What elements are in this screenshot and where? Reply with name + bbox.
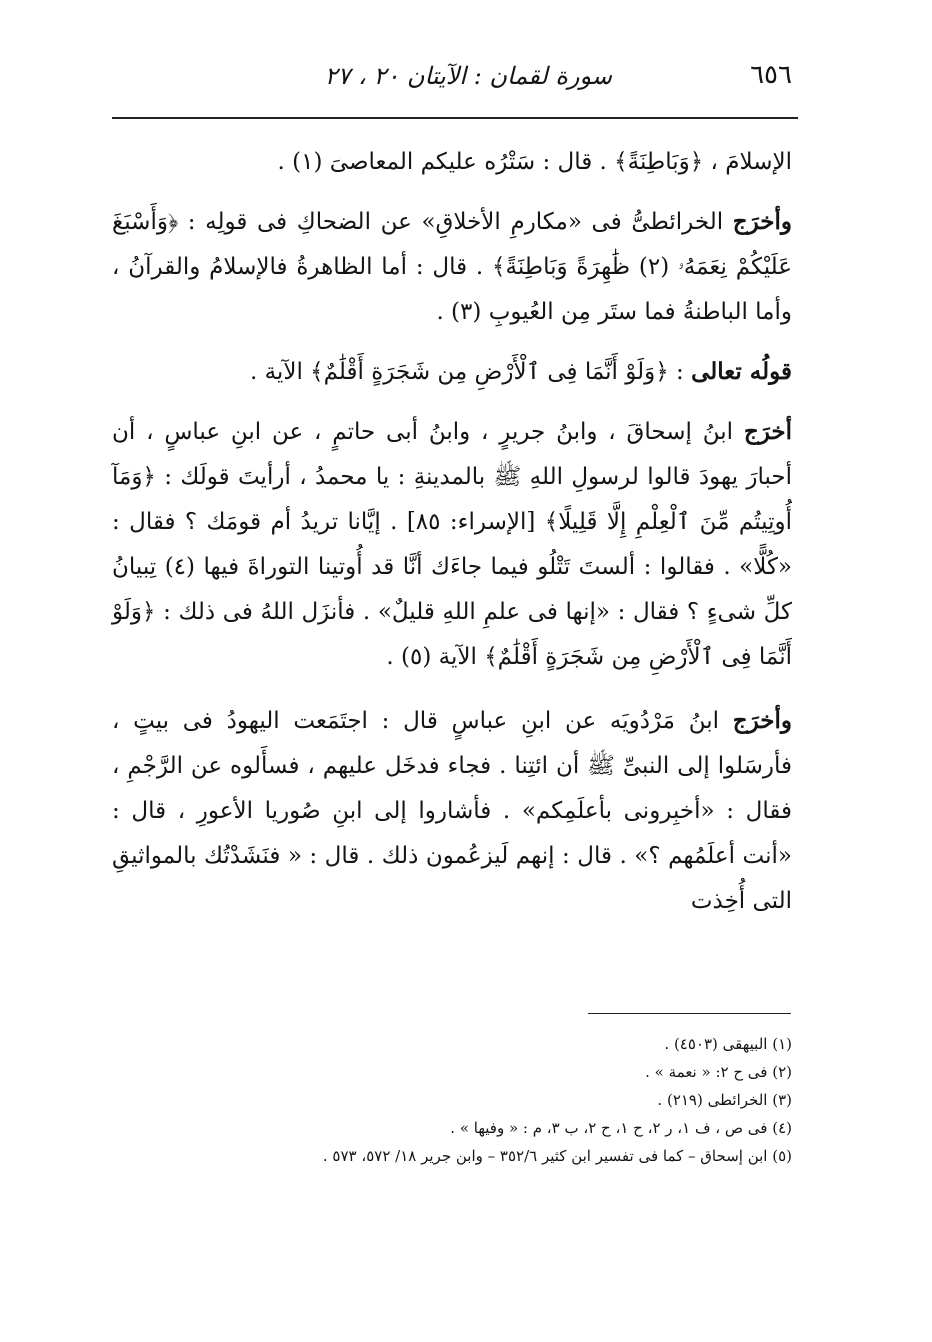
footnote-divider	[588, 1013, 791, 1014]
paragraph-spacer	[112, 680, 792, 698]
footnote-3: (٣) الخرائطى (٢١٩) .	[657, 1091, 792, 1109]
paragraph-spacer	[112, 395, 792, 409]
paragraph-5-text: ابنُ مَرْدُويَه عن ابنِ عباسٍ قال : اجتَمَعت اليهودُ فى بيتٍ ، فأرسَلوا إلى النبىِّ ﷺ أن ائتِنا . فجاء فدخَل عليهم ، فسأَلوه عن الرَّجْمِ ، فقال : «أخبِرونى بأعلَمِكم» . فأشاروا إلى ابنِ صُوريا الأعورِ ، قال : «أنت أعلَمُهم ؟» . قال : إنهم لَيزعُمون ذلك . قال : « فنَشَدْتُك بالمواثيقِ التى أُخِذت	[112, 708, 792, 914]
paragraph-5	[112, 698, 792, 924]
paragraph-3-text: : ﴿وَلَوْ أَنَّمَا فِى ٱلْأَرْضِ مِن شَجَرَةٍ أَقْلَٰمٌ﴾ الآية .	[249, 359, 692, 385]
paragraph-4-text: ابنُ إسحاقَ ، وابنُ جريرٍ ، وابنُ أبى حاتمٍ ، عن ابنِ عباسٍ ، أن أحبارَ يهودَ قالوا لرسولِ اللهِ ﷺ بالمدينةِ : يا محمدُ ، أرأيتَ قولَك : ﴿وَمَآ أُوتِيتُم مِّنَ ٱلْعِلْمِ إِلَّا قَلِيلًا﴾ [الإسراء: ٨٥] . إيَّانا تريدُ أم قومَك ؟ فقال : «كُلًّا» . فقالوا : ألستَ تَتْلُو فيما جاءَك أنَّا قد أُوتينا التوراةَ فيها (٤) تِبيانُ كلِّ شىءٍ ؟ فقال : «إنها فى علمِ اللهِ قليلٌ» . فأنزَل اللهُ فى ذلك : ﴿وَلَوْ أَنَّمَا فِى ٱلْأَرْضِ مِن شَجَرَةٍ أَقْلَٰمٌ﴾ الآية (٥) .	[112, 419, 793, 670]
paragraph-3-lead: قولُه تعالى	[691, 358, 792, 385]
footnote-5: (٥) ابن إسحاق – كما فى تفسير ابن كثير ٣٥٢/٦ – وابن جرير ١٨/ ٥٧٢، ٥٧٣ .	[322, 1147, 792, 1165]
paragraph-5-lead: وأخرَج	[732, 707, 792, 734]
page-number: ٦٥٦	[750, 60, 792, 90]
footnote-1: (١) البيهقى (٤٥٠٣) .	[664, 1035, 792, 1053]
paragraph-spacer	[112, 185, 792, 199]
footnote-2: (٢) فى ح ٢: « نعمة » .	[645, 1063, 792, 1081]
paragraph-2-lead: وأخرَج	[732, 208, 792, 235]
main-text	[112, 140, 792, 924]
paragraph-2	[112, 199, 792, 335]
footnotes	[140, 1030, 792, 1170]
paragraph-3	[112, 349, 792, 395]
header-divider	[112, 117, 798, 119]
paragraph-2-text: الخرائطىُّ فى «مكارمِ الأخلاقِ» عن الضحاكِ فى قولِه : ﴿وَأَسْبَغَ عَلَيْكُمْ نِعَمَهُۥ (٢) ظَٰهِرَةً وَبَاطِنَةً﴾ . قال : أما الظاهرةُ فالإسلامُ والقرآنُ ، وأما الباطنةُ فما ستَر مِن العُيوبِ (٣) .	[112, 209, 792, 325]
running-title: سورة لقمان : الآيتان ٢٠ ، ٢٧	[324, 62, 612, 90]
paragraph-4	[112, 409, 792, 680]
paragraph-4-lead: أخرَج	[743, 418, 792, 445]
paragraph-1: الإسلامَ ، ﴿وَبَاطِنَةً﴾ . قال : سَتْرُه عليكم المعاصىَ (١) .	[277, 149, 792, 175]
page-header	[112, 60, 792, 96]
paragraph-spacer	[112, 335, 792, 349]
footnote-4: (٤) فى ص ، ف ١، ر ٢، ح ١، ح ٢، ب ٣، م : « وفيها » .	[450, 1119, 792, 1137]
